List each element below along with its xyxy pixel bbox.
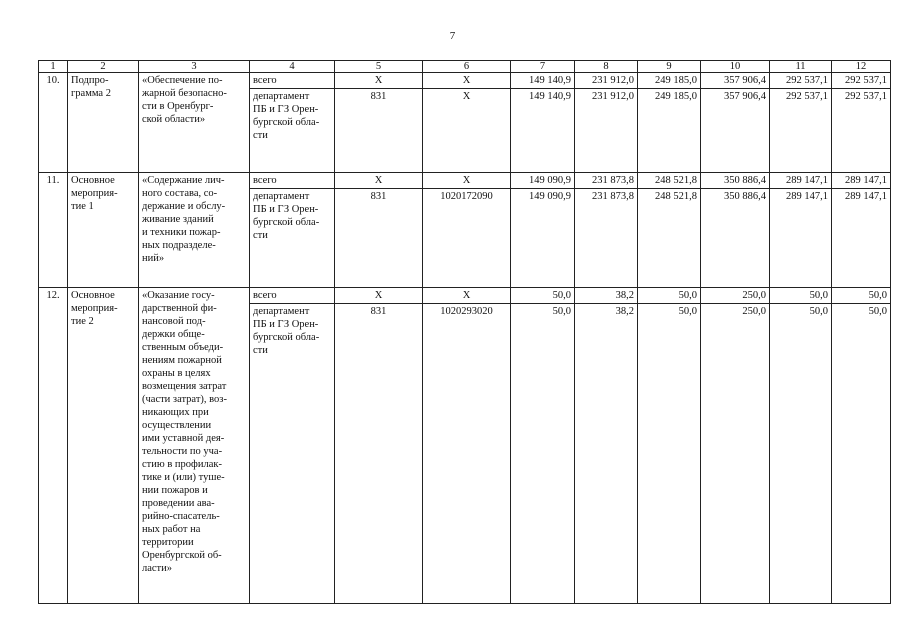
row-name: «Оказание госу- дарственной фи- нансовой под- держки обще- ственным объеди- нениям пожарной охраны в целях возмещения затрат (части затрат), воз- никающих при осуществлении ими уставной дея- тельности по уча- стию в профилак- тике и (или) туше- нии пожаров и проведении ава- рийно-спасатель- ных работ на территории Оренбургской об- ласти» (139, 288, 250, 604)
page-number: 7 (449, 30, 456, 42)
value-cell: 50,0 (832, 304, 891, 604)
value-cell: 249 185,0 (638, 73, 701, 89)
header-row (39, 61, 891, 73)
code-cell: Х (335, 73, 423, 89)
value-cell: 50,0 (511, 288, 575, 304)
value-cell: 50,0 (770, 288, 832, 304)
table-body (39, 73, 891, 604)
row-type: Подпро- грамма 2 (68, 73, 139, 173)
col-header: 2 (68, 61, 139, 73)
code-cell: 1020172090 (423, 189, 511, 288)
value-cell: 289 147,1 (832, 173, 891, 189)
value-cell: 38,2 (575, 304, 638, 604)
value-cell: 357 906,4 (701, 73, 770, 89)
value-cell: 50,0 (638, 304, 701, 604)
code-cell: Х (335, 288, 423, 304)
col-header: 9 (638, 61, 701, 73)
code-cell: 831 (335, 89, 423, 173)
source-label: всего (250, 288, 335, 304)
value-cell: 149 140,9 (511, 73, 575, 89)
value-cell: 350 886,4 (701, 173, 770, 189)
value-cell: 292 537,1 (770, 89, 832, 173)
value-cell: 249 185,0 (638, 89, 701, 173)
code-cell: 831 (335, 304, 423, 604)
source-label: департамент ПБ и ГЗ Орен- бургской обла- сти (250, 189, 335, 288)
table-row (39, 173, 891, 189)
value-cell: 250,0 (701, 304, 770, 604)
budget-table (38, 60, 891, 604)
value-cell: 289 147,1 (832, 189, 891, 288)
value-cell: 292 537,1 (832, 89, 891, 173)
value-cell: 149 090,9 (511, 173, 575, 189)
value-cell: 38,2 (575, 288, 638, 304)
col-header: 1 (39, 61, 68, 73)
row-type: Основное мероприя- тие 1 (68, 173, 139, 288)
value-cell: 231 912,0 (575, 89, 638, 173)
value-cell: 231 873,8 (575, 173, 638, 189)
value-cell: 248 521,8 (638, 189, 701, 288)
col-header: 10 (701, 61, 770, 73)
value-cell: 289 147,1 (770, 189, 832, 288)
source-label: всего (250, 173, 335, 189)
code-cell: Х (335, 173, 423, 189)
value-cell: 350 886,4 (701, 189, 770, 288)
col-header: 4 (250, 61, 335, 73)
col-header: 5 (335, 61, 423, 73)
col-header: 7 (511, 61, 575, 73)
value-cell: 231 912,0 (575, 73, 638, 89)
table-row (39, 73, 891, 89)
value-cell: 357 906,4 (701, 89, 770, 173)
col-header: 12 (832, 61, 891, 73)
source-label: департамент ПБ и ГЗ Орен- бургской обла- сти (250, 89, 335, 173)
source-label: департамент ПБ и ГЗ Орен- бургской обла- сти (250, 304, 335, 604)
col-header: 3 (139, 61, 250, 73)
row-name: «Обеспечение по- жарной безопасно- сти в Оренбург- ской области» (139, 73, 250, 173)
source-label: всего (250, 73, 335, 89)
row-number: 10. (39, 73, 68, 173)
value-cell: 50,0 (770, 304, 832, 604)
code-cell: 831 (335, 189, 423, 288)
col-header: 6 (423, 61, 511, 73)
col-header: 8 (575, 61, 638, 73)
row-type: Основное мероприя- тие 2 (68, 288, 139, 604)
value-cell: 248 521,8 (638, 173, 701, 189)
code-cell: Х (423, 89, 511, 173)
value-cell: 292 537,1 (770, 73, 832, 89)
row-number: 12. (39, 288, 68, 604)
code-cell: Х (423, 173, 511, 189)
col-header: 11 (770, 61, 832, 73)
value-cell: 149 140,9 (511, 89, 575, 173)
value-cell: 231 873,8 (575, 189, 638, 288)
value-cell: 50,0 (511, 304, 575, 604)
code-cell: Х (423, 73, 511, 89)
value-cell: 50,0 (832, 288, 891, 304)
row-number: 11. (39, 173, 68, 288)
value-cell: 149 090,9 (511, 189, 575, 288)
code-cell: 1020293020 (423, 304, 511, 604)
value-cell: 292 537,1 (832, 73, 891, 89)
row-name: «Содержание лич- ного состава, со- держание и обслу- живание зданий и техники пожар- ных подразделе- ний» (139, 173, 250, 288)
value-cell: 289 147,1 (770, 173, 832, 189)
value-cell: 50,0 (638, 288, 701, 304)
value-cell: 250,0 (701, 288, 770, 304)
table-row (39, 288, 891, 304)
code-cell: Х (423, 288, 511, 304)
